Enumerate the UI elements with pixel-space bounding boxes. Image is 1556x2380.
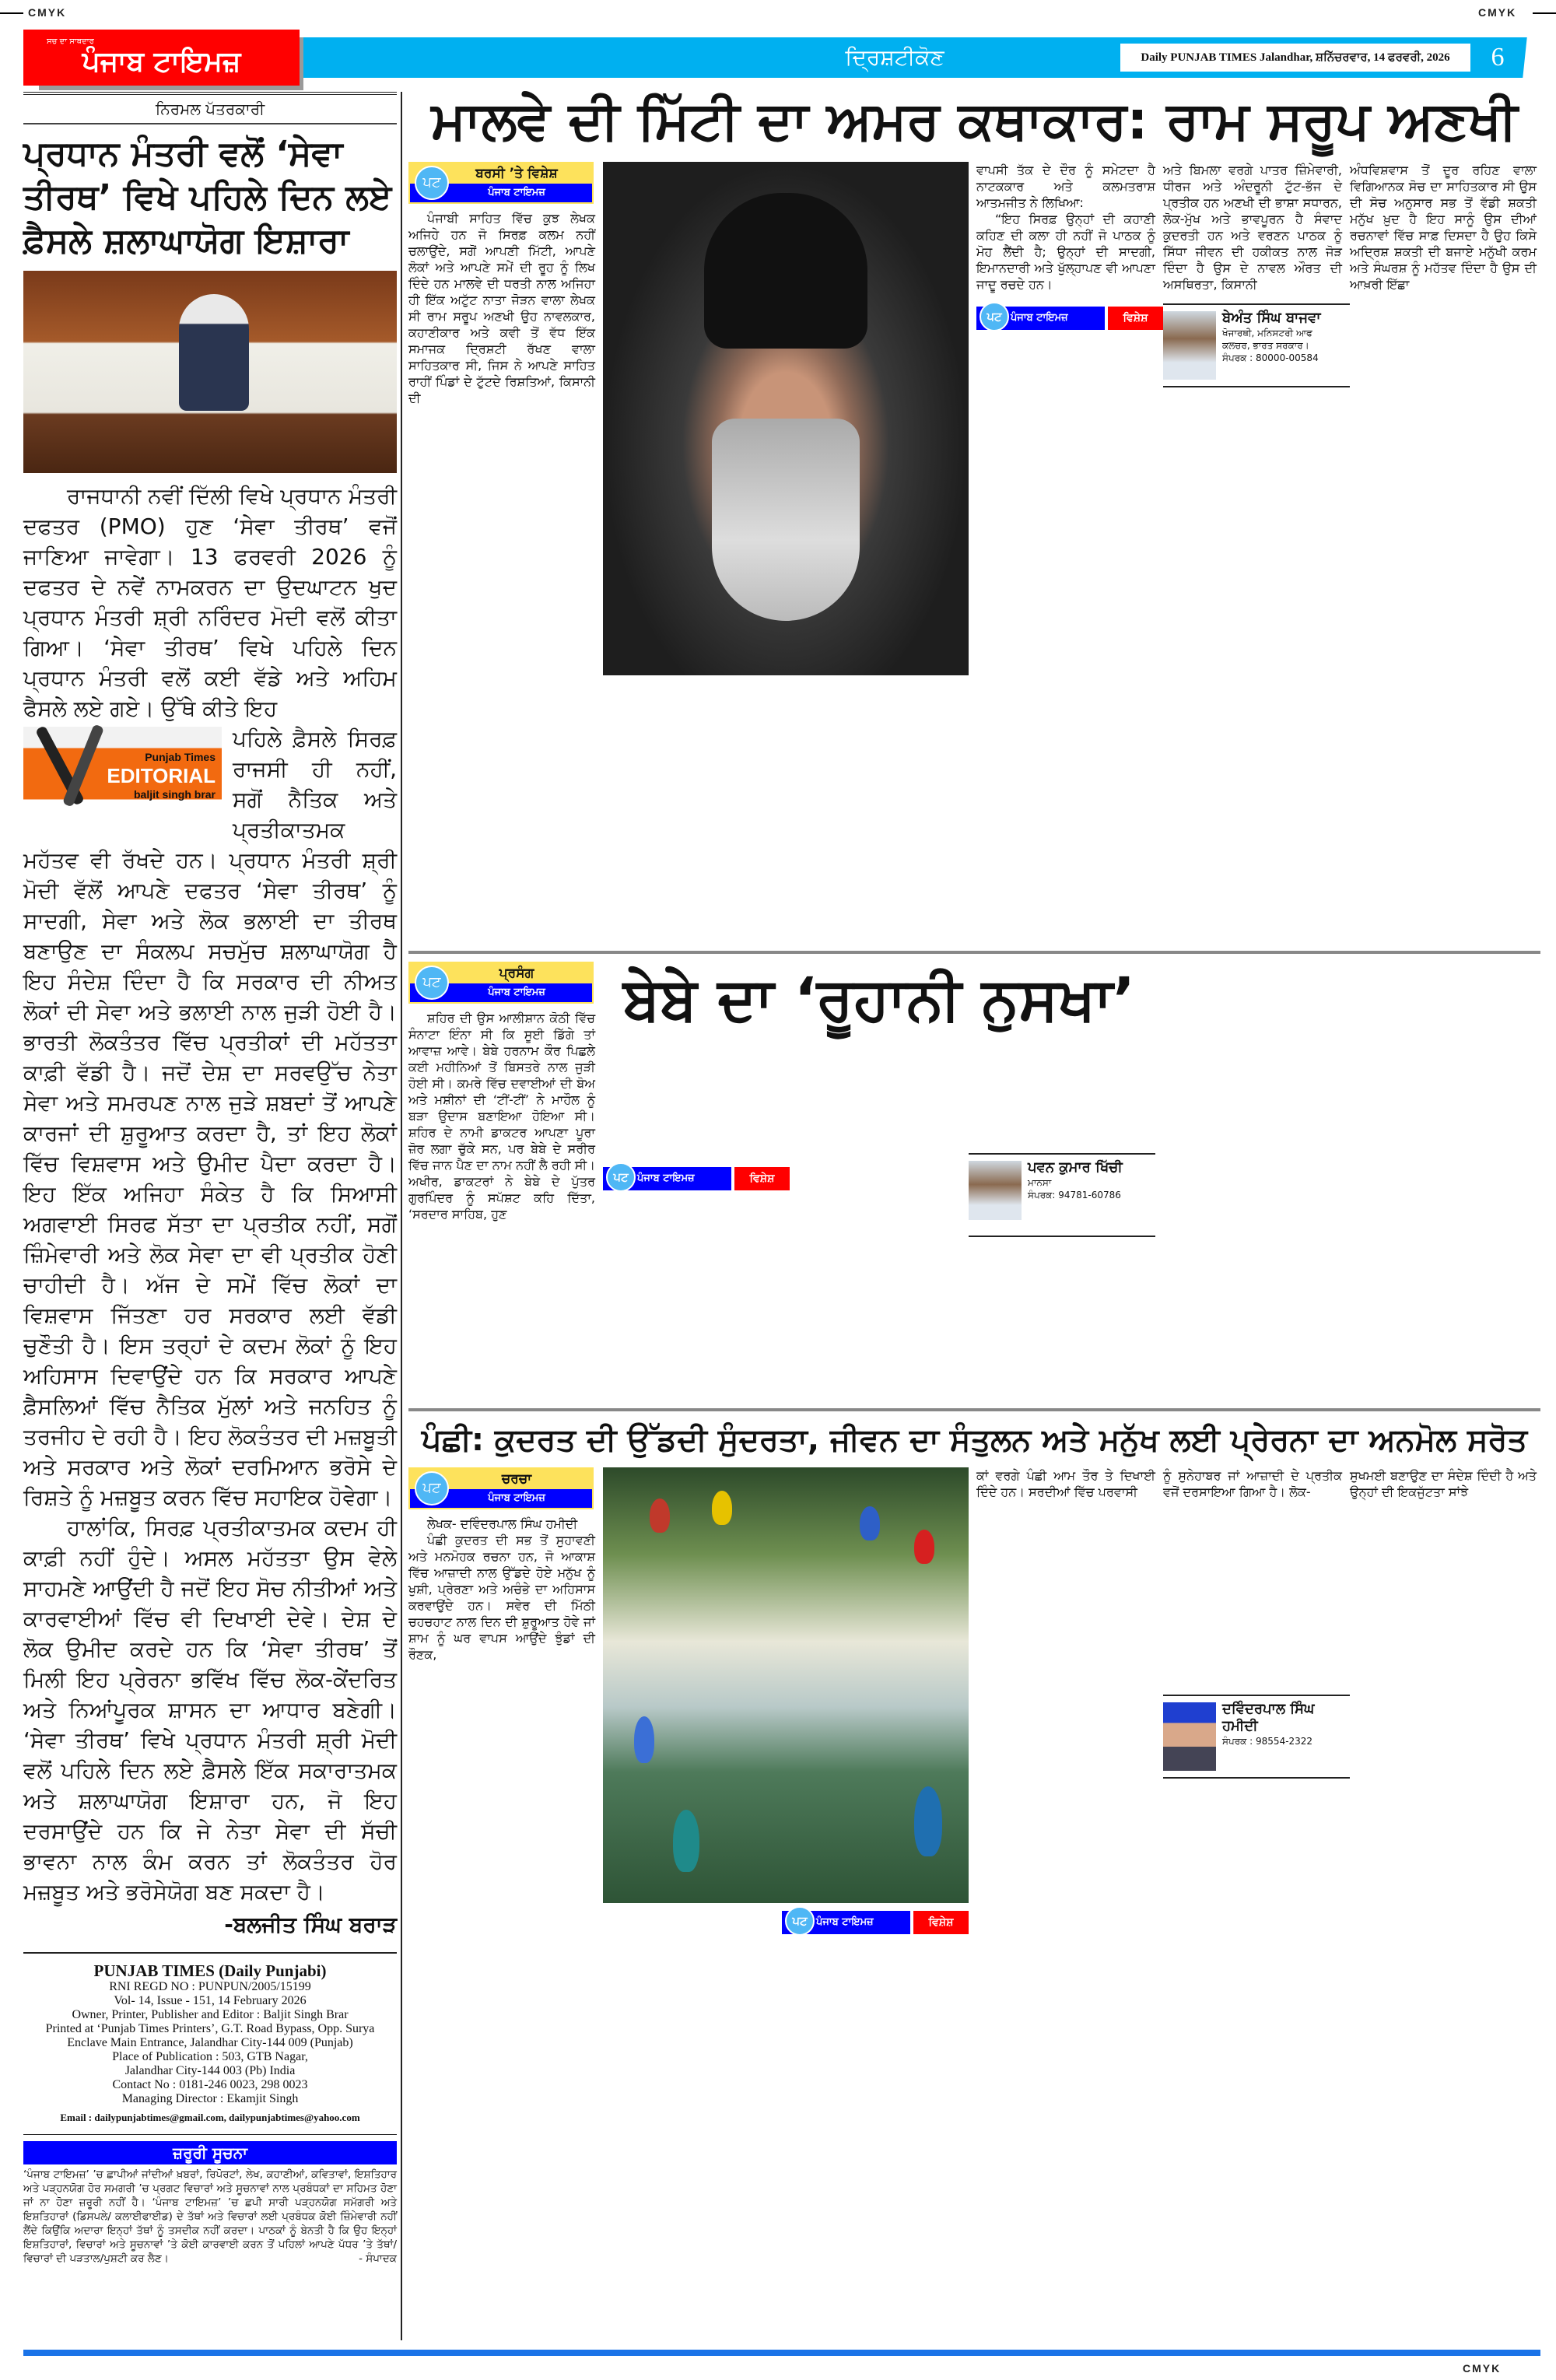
story3-byline: ਲੇਖਕ- ਦਵਿੰਦਰਪਾਲ ਸਿੰਘ ਹਮੀਦੀ xyxy=(427,1516,578,1531)
punjab-times-logo-icon: ਪਟ xyxy=(980,302,1009,331)
dateline: Daily PUNJAB TIMES Jalandhar, ਸ਼ਨਿੱਚਰਵਾਰ, 14 ਫਰਵਰੀ, 2026 xyxy=(1120,44,1470,72)
author-contact: ਸੰਪਰਕ : 80000-00584 xyxy=(1222,352,1319,363)
section-title: ਦ੍ਰਿਸ਼ਟੀਕੋਣ xyxy=(845,44,944,70)
editorial-signature: -ਬਲਜੀਤ ਸਿੰਘ ਬਰਾੜ xyxy=(224,1912,397,1937)
column-divider xyxy=(401,92,402,2340)
story2-label: ਪਟ ਪ੍ਰਸੰਗ ਪੰਜਾਬ ਟਾਇਮਜ਼ xyxy=(408,962,594,1004)
cmyk-mark-bottom: CMYK xyxy=(1463,2362,1502,2375)
crop-mark xyxy=(1533,12,1556,14)
cmyk-mark-left: CMYK xyxy=(28,6,67,19)
notice-title: ਜ਼ਰੂਰੀ ਸੂਚਨਾ xyxy=(23,2141,397,2164)
features-area xyxy=(408,87,1540,1948)
ram-saroop-anakhi-portrait xyxy=(603,162,969,675)
imprint: PUNJAB TIMES (Daily Punjabi) RNI REGD NO : PUNPUN/2005/15199 Vol- 14, Issue - 151, 14 February 2026 Owner, Printer, Publisher and Editor : Baljit Singh Brar Printed at ‘Punjab Times Printers’, G.T. Road Bypass, Opp. Surya Enclave Main Entrance, Jalandhar City-144 009 (Punjab) Place of Publication : 503, GTB Nagar, Jalandhar City-144 003 (Pb) India Contact No : 0181-246 0023, 298 0023 Managing Director : Ekamjit Singh Email : dailypunjabtimes@gmail.com, dailypunjabtimes@yahoo.com xyxy=(23,1952,397,2125)
notice-header xyxy=(23,2134,397,2164)
story1-col5: ਅਤੇ ਬਿਮਲਾ ਵਰਗੇ ਪਾਤਰ ਜ਼ਿੰਮੇਵਾਰੀ, ਧੀਰਜ ਅਤੇ ਅੰਦਰੂਨੀ ਟੁੱਟ-ਭੱਜ ਦੇ ਪ੍ਰਤੀਕ ਹਨ ਅਣਖੀ ਦੀ ਭਾਸ਼ਾ ਸਧਾਰਨ, ਲੋਕ-ਮੁੱਖ ਅਤੇ ਭਾਵਪੂਰਨ ਹੈ ਸੰਵਾਦ ਕੁਦਰਤੀ ਹਨ ਅਤੇ ਵਰਣਨ ਪਾਠਕ ਨੂੰ ਸਿੱਧਾ ਜੀਵਨ ਦੀ ਹਕੀਕਤ ਨਾਲ ਜੋੜ ਦਿੰਦਾ ਹੈ ਉਸ ਦੇ ਨਾਵਲ ਔਰਤ ਦੀ ਅਸਥਿਰਤਾ, ਕਿਸਾਨੀ xyxy=(1163,163,1342,292)
story3-headline: ਪੰਛੀ: ਕੁਦਰਤ ਦੀ ਉੱਡਦੀ ਸੁੰਦਰਤਾ, ਜੀਵਨ ਦਾ ਸੰਤੁਲਨ ਅਤੇ ਮਨੁੱਖ ਲਈ ਪ੍ਰੇਰਨਾ ਦਾ ਅਨਮੋਲ ਸਰੋਤ xyxy=(421,1422,1528,1458)
punjab-times-logo-icon: ਪਟ xyxy=(606,1162,636,1192)
punjab-times-logo-icon: ਪਟ xyxy=(415,966,449,1000)
author-contact: ਸੰਪਰਕ: 94781-60786 xyxy=(1028,1190,1121,1201)
story1-body xyxy=(408,162,1540,940)
imprint-email: Email : dailypunjabtimes@gmail.com, dailypunjabtimes@yahoo.com xyxy=(60,2112,360,2123)
punjab-times-logo-icon: ਪਟ xyxy=(415,1471,449,1505)
divider xyxy=(408,951,1540,954)
story2-headline: ਬੇਬੇ ਦਾ ‘ਰੂਹਾਨੀ ਨੁਸਖਾ’ xyxy=(623,964,1135,1033)
story3-body xyxy=(408,1467,1540,1948)
story1-col4: ਵਾਪਸੀ ਤੱਕ ਦੇ ਦੌਰ ਨੂੰ ਸਮੇਟਦਾ ਹੈ ਨਾਟਕਕਾਰ ਅਤੇ ਕਲਮਤਰਾਸ਼ ਆਤਮਜੀਤ ਨੇ ਲਿਖਿਆ: “ਇਹ ਸਿਰਫ਼ ਉਨ੍ਹਾਂ ਦੀ ਕਹਾਣੀ ਕਹਿਣ ਦੀ ਕਲਾ ਹੀ ਨਹੀਂ ਜੋ ਪਾਠਕ ਨੂੰ ਮੋਹ ਲੈਂਦੀ ਹੈ; ਉਨ੍ਹਾਂ ਦੀ ਸਾਦਗੀ, ਇਮਾਨਦਾਰੀ ਅਤੇ ਖੁੱਲ੍ਹਾਪਣ ਵੀ ਆਪਣਾ ਜਾਦੂ ਰਚਦੇ ਹਨ। xyxy=(976,163,1155,292)
story1-label: ਪਟ ਬਰਸੀ ’ਤੇ ਵਿਸ਼ੇਸ਼ ਪੰਜਾਬ ਟਾਇਮਜ਼ xyxy=(408,162,594,204)
crop-mark xyxy=(0,12,23,14)
editorial-column xyxy=(23,92,397,2266)
story3-label: ਪਟ ਚਰਚਾ ਪੰਜਾਬ ਟਾਇਮਜ਼ xyxy=(408,1467,594,1509)
story1-headline: ਮਾਲਵੇ ਦੀ ਮਿੱਟੀ ਦਾ ਅਮਰ ਕਥਾਕਾਰ: ਰਾਮ ਸਰੂਪ ਅਣਖੀ xyxy=(431,90,1518,152)
story3-col6: ਸੁਖਮਈ ਬਣਾਉਣ ਦਾ ਸੰਦੇਸ਼ ਦਿੰਦੀ ਹੈ ਅਤੇ ਉਨ੍ਹਾਂ ਦੀ ਇਕਜੁੱਟਤਾ ਸਾਂਝੇ xyxy=(1350,1468,1537,1499)
story3-col4: ਕਾਂ ਵਰਗੇ ਪੰਛੀ ਆਮ ਤੌਰ ਤੇ ਦਿਖਾਈ ਦਿੰਦੇ ਹਨ। ਸਰਦੀਆਂ ਵਿੱਚ ਪਰਵਾਸੀ xyxy=(976,1468,1155,1499)
story1-col1: ਪੰਜਾਬੀ ਸਾਹਿਤ ਵਿੱਚ ਕੁਝ ਲੇਖਕ ਅਜਿਹੇ ਹਨ ਜੋ ਸਿਰਫ਼ ਕਲਮ ਨਹੀਂ ਚਲਾਉਂਦੇ, ਸਗੋਂ ਆਪਣੀ ਮਿੱਟੀ, ਆਪਣੇ ਲੋਕਾਂ ਅਤੇ ਆਪਣੇ ਸਮੇਂ ਦੀ ਰੂਹ ਨੂੰ ਲਿਖ ਦਿੰਦੇ ਹਨ ਮਾਲਵੇ ਦੀ ਧਰਤੀ ਨਾਲ ਅਜਿਹਾ ਹੀ ਇੱਕ ਅਟੁੱਟ ਨਾਤਾ ਜੋੜਨ ਵਾਲਾ ਲੇਖਕ ਸੀ ਰਾਮ ਸਰੂਪ ਅਣਖੀ ਉਹ ਨਾਵਲਕਾਰ, ਕਹਾਣੀਕਾਰ ਅਤੇ ਕਵੀ ਤੋਂ ਵੱਧ ਇੱਕ ਸਮਾਜਕ ਦ੍ਰਿਸ਼ਟੀ ਰੱਖਣ ਵਾਲਾ ਸਾਹਿਤਕਾਰ ਸੀ, ਜਿਸ ਨੇ ਆਪਣੇ ਸਾਹਿਤ ਰਾਹੀਂ ਪਿੰਡਾਂ ਦੇ ਟੁੱਟਦੇ ਰਿਸ਼ਤਿਆਂ, ਕਿਸਾਨੀ ਦੀ xyxy=(408,211,595,405)
story2-body xyxy=(408,962,1540,1397)
logo-text: ਪੰਜਾਬ ਟਾਇਮਜ਼ xyxy=(82,45,241,78)
story3-col1: ਲੇਖਕ- ਦਵਿੰਦਰਪਾਲ ਸਿੰਘ ਹਮੀਦੀ ਪੰਛੀ ਕੁਦਰਤ ਦੀ ਸਭ ਤੋਂ ਸੁਹਾਵਣੀ ਅਤੇ ਮਨਮੋਹਕ ਰਚਨਾ ਹਨ, ਜੋ ਆਕਾਸ਼ ਵਿੱਚ ਆਜ਼ਾਦੀ ਨਾਲ ਉੱਡਦੇ ਹੋਏ ਮਨੁੱਖ ਨੂੰ ਖੁਸ਼ੀ, ਪ੍ਰੇਰਣਾ ਅਤੇ ਅਚੰਭੇ ਦਾ ਅਹਿਸਾਸ ਕਰਵਾਉਂਦੇ ਹਨ। ਸਵੇਰ ਦੀ ਮਿੱਠੀ ਚਹਚਹਾਟ ਨਾਲ ਦਿਨ ਦੀ ਸ਼ੁਰੂਆਤ ਹੋਵੇ ਜਾਂ ਸ਼ਾਮ ਨੂੰ ਘਰ ਵਾਪਸ ਆਉਂਦੇ ਝੁੰਡਾਂ ਦੀ ਰੌਣਕ, xyxy=(408,1516,595,1662)
author-photo xyxy=(969,1161,1022,1220)
editorial-body: ਰਾਜਧਾਨੀ ਨਵੀਂ ਦਿੱਲੀ ਵਿਖੇ ਪ੍ਰਧਾਨ ਮੰਤਰੀ ਦਫਤਰ (PMO) ਹੁਣ ‘ਸੇਵਾ ਤੀਰਥ’ ਵਜੋਂ ਜਾਣਿਆ ਜਾਵੇਗਾ। 13 ਫਰਵਰੀ 2026 ਨੂੰ ਦਫਤਰ ਦੇ ਨਵੇਂ ਨਾਮਕਰਨ ਦਾ ਉਦਘਾਟਨ ਖੁਦ ਪ੍ਰਧਾਨ ਮੰਤਰੀ ਸ਼੍ਰੀ ਨਰਿੰਦਰ ਮੋਦੀ ਵਲੋਂ ਕੀਤਾ ਗਿਆ। ‘ਸੇਵਾ ਤੀਰਥ’ ਵਿਖੇ ਪਹਿਲੇ ਦਿਨ ਪ੍ਰਧਾਨ ਮੰਤਰੀ ਵਲੋਂ ਕਈ ਵੱਡੇ ਅਤੇ ਅਹਿਮ ਫੈਸਲੇ ਲਏ ਗਏ। ਉੱਥੇ ਕੀਤੇ ਇਹ Punjab Times EDITORIAL baljit singh brar ਪਹਿਲੇ ਫ਼ੈਸਲੇ ਸਿਰਫ਼ ਰਾਜਸੀ ਹੀ ਨਹੀਂ, ਸਗੋਂ ਨੈਤਿਕ ਅਤੇ ਪ੍ਰਤੀਕਾਤਮਕ ਮਹੱਤਵ ਵੀ ਰੱਖਦੇ ਹਨ। ਪ੍ਰਧਾਨ ਮੰਤਰੀ ਸ਼੍ਰੀ ਮੋਦੀ ਵੱਲੋਂ ਆਪਣੇ ਦਫਤਰ ‘ਸੇਵਾ ਤੀਰਥ’ ਨੂੰ ਸਾਦਗੀ, ਸੇਵਾ ਅਤੇ ਲੋਕ ਭਲਾਈ ਦਾ ਤੀਰਥ ਬਣਾਉਣ ਦਾ ਸੰਕਲਪ ਸਚਮੁੱਚ ਸ਼ਲਾਘਾਯੋਗ ਹੈ ਇਹ ਸੰਦੇਸ਼ ਦਿੰਦਾ ਹੈ ਕਿ ਸਰਕਾਰ ਦੀ ਨੀਅਤ ਲੋਕਾਂ ਦੀ ਸੇਵਾ ਅਤੇ ਭਲਾਈ ਨਾਲ ਜੁੜੀ ਹੋਈ ਹੈ। ਭਾਰਤੀ ਲੋਕਤੰਤਰ ਵਿੱਚ ਪ੍ਰਤੀਕਾਂ ਦੀ ਮਹੱਤਤਾ ਕਾਫ਼ੀ ਵੱਡੀ ਹੈ। ਜਦੋਂ ਦੇਸ਼ ਦਾ ਸਰਵਉੱਚ ਨੇਤਾ ਸੇਵਾ ਅਤੇ ਸਮਰਪਣ ਨਾਲ ਜੁੜੇ ਸ਼ਬਦਾਂ ਤੋਂ ਆਪਣੇ ਕਾਰਜਾਂ ਦੀ ਸ਼ੁਰੂਆਤ ਕਰਦਾ ਹੈ, ਤਾਂ ਇਹ ਲੋਕਾਂ ਵਿੱਚ ਵਿਸ਼ਵਾਸ ਅਤੇ ਉਮੀਦ ਪੈਦਾ ਕਰਦਾ ਹੈ। ਇਹ ਇੱਕ ਅਜਿਹਾ ਸੰਕੇਤ ਹੈ ਕਿ ਸਿਆਸੀ ਅਗਵਾਈ ਸਿਰਫ ਸੱਤਾ ਦਾ ਪ੍ਰਤੀਕ ਨਹੀਂ, ਸਗੋਂ ਜ਼ਿੰਮੇਵਾਰੀ ਅਤੇ ਲੋਕ ਸੇਵਾ ਦਾ ਵੀ ਪ੍ਰਤੀਕ ਹੋਣੀ ਚਾਹੀਦੀ ਹੈ। ਅੱਜ ਦੇ ਸਮੇਂ ਵਿੱਚ ਲੋਕਾਂ ਦਾ ਵਿਸ਼ਵਾਸ ਜਿੱਤਣਾ ਹਰ ਸਰਕਾਰ ਲਈ ਵੱਡੀ ਚੁਣੌਤੀ ਹੈ। ਇਸ ਤਰ੍ਹਾਂ ਦੇ ਕਦਮ ਲੋਕਾਂ ਨੂੰ ਇਹ ਅਹਿਸਾਸ ਦਿਵਾਉਂਦੇ ਹਨ ਕਿ ਸਰਕਾਰ ਆਪਣੇ ਫ਼ੈਸਲਿਆਂ ਵਿੱਚ ਨੈਤਿਕ ਮੁੱਲਾਂ ਅਤੇ ਜਨਹਿਤ ਨੂੰ ਤਰਜੀਹ ਦੇ ਰਹੀ ਹੈ। ਇਹ ਲੋਕਤੰਤਰ ਦੀ ਮਜ਼ਬੂਤੀ ਅਤੇ ਸਰਕਾਰ ਅਤੇ ਲੋਕਾਂ ਦਰਮਿਆਨ ਭਰੋਸੇ ਦੇ ਰਿਸ਼ਤੇ ਨੂੰ ਮਜ਼ਬੂਤ ਕਰਨ ਵਿੱਚ ਸਹਾਇਕ ਹੋਵੇਗਾ। ਹਾਲਾਂਕਿ, ਸਿਰਫ਼ ਪ੍ਰਤੀਕਾਤਮਕ ਕਦਮ ਹੀ ਕਾਫ਼ੀ ਨਹੀਂ ਹੁੰਦੇ। ਅਸਲ ਮਹੱਤਤਾ ਉਸ ਵੇਲੇ ਸਾਹਮਣੇ ਆਉਂਦੀ ਹੈ ਜਦੋਂ ਇਹ ਸੋਚ ਨੀਤੀਆਂ ਅਤੇ ਕਾਰਵਾਈਆਂ ਵਿੱਚ ਵੀ ਦਿਖਾਈ ਦੇਵੇ। ਦੇਸ਼ ਦੇ ਲੋਕ ਉਮੀਦ ਕਰਦੇ ਹਨ ਕਿ ‘ਸੇਵਾ ਤੀਰਥ’ ਤੋਂ ਮਿਲੀ ਇਹ ਪ੍ਰੇਰਨਾ ਭਵਿੱਖ ਵਿੱਚ ਲੋਕ-ਕੇਂਦਰਿਤ ਅਤੇ ਨਿਆਂਪੂਰਕ ਸ਼ਾਸਨ ਦਾ ਆਧਾਰ ਬਣੇਗੀ। ‘ਸੇਵਾ ਤੀਰਥ’ ਵਿਖੇ ਪ੍ਰਧਾਨ ਮੰਤਰੀ ਸ਼੍ਰੀ ਮੋਦੀ ਵਲੋਂ ਪਹਿਲੇ ਦਿਨ ਲਏ ਫ਼ੈਸਲੇ ਇੱਕ ਸਕਾਰਾਤਮਕ ਅਤੇ ਸ਼ਲਾਘਾਯੋਗ ਇਸ਼ਾਰਾ ਹਨ, ਜੋ ਇਹ ਦਰਸਾਉਂਦੇ ਹਨ ਕਿ ਜੇ ਨੇਤਾ ਸੇਵਾ ਦੀ ਸੱਚੀ ਭਾਵਨਾ ਨਾਲ ਕੰਮ ਕਰਨ ਤਾਂ ਲੋਕਤੰਤਰ ਹੋਰ ਮਜ਼ਬੂਤ ਅਤੇ ਭਰੋਸੇਯੋਗ ਬਣ ਸਕਦਾ ਹੈ। xyxy=(23,483,397,1905)
story2-author-box: ਪਵਨ ਕੁਮਾਰ ਖਿੱਚੀ ਮਾਨਸਾ ਸੰਪਰਕ: 94781-60786 xyxy=(969,1153,1155,1237)
page-number: 6 xyxy=(1491,43,1505,72)
notice-body: ‘ਪੰਜਾਬ ਟਾਇਮਜ਼’ ’ਚ ਛਾਪੀਆਂ ਜਾਂਦੀਆਂ ਖ਼ਬਰਾਂ, ਰਿਪੋਰਟਾਂ, ਲੇਖ, ਕਹਾਣੀਆਂ, ਕਵਿਤਾਵਾਂ, ਇਸ਼ਤਿਹਾਰ ਅਤੇ ਪੜ੍ਹਨਯੋਗ ਹੋਰ ਸਮਗਰੀ ’ਚ ਪ੍ਰਗਟ ਵਿਚਾਰਾਂ ਅਤੇ ਸੂਚਨਾਵਾਂ ਨਾਲ ਪ੍ਰਬੰਧਕਾਂ ਦਾ ਸਹਿਮਤ ਹੋਣਾ ਜਾਂ ਨਾ ਹੋਣਾ ਜ਼ਰੂਰੀ ਨਹੀਂ ਹੈ। ‘ਪੰਜਾਬ ਟਾਇਮਜ਼’ ’ਚ ਛਪੀ ਸਾਰੀ ਪੜ੍ਹਨਯੋਗ ਸਮੱਗਰੀ ਅਤੇ ਇਸ਼ਤਿਹਾਰਾਂ (ਡਿਸਪਲੇ/ ਕਲਾਈਫਾਈਡ) ਦੇ ਤੱਥਾਂ ਅਤੇ ਵਿਚਾਰਾਂ ਲਈ ਪ੍ਰਬੰਧਕ ਕੋਈ ਜ਼ਿੰਮੇਵਾਰੀ ਨਹੀਂ ਲੈਂਦੇ ਕਿਉਂਕਿ ਅਦਾਰਾ ਇਨ੍ਹਾਂ ਤੱਥਾਂ ਨੂੰ ਤਸਦੀਕ ਨਹੀਂ ਕਰਦਾ। ਪਾਠਕਾਂ ਨੂੰ ਬੇਨਤੀ ਹੈ ਕਿ ਉਹ ਇਨ੍ਹਾਂ ਇਸ਼ਤਿਹਾਰਾਂ, ਵਿਚਾਰਾਂ ਅਤੇ ਸੂਚਨਾਵਾਂ ’ਤੇ ਕੋਈ ਕਾਰਵਾਈ ਕਰਨ ਤੋਂ ਪਹਿਲਾਂ ਆਪਣੇ ਪੱਧਰ ’ਤੇ ਤੱਥਾਂ/ਵਿਚਾਰਾਂ ਦੀ ਪੜਤਾਲ/ਪੁਸ਼ਟੀ ਕਰ ਲੈਣ। - ਸੰਪਾਦਕ xyxy=(23,2168,397,2265)
pm-desk-photo xyxy=(23,271,397,473)
story1-author-box: ਬੇਅੰਤ ਸਿੰਘ ਬਾਜਵਾ ਖੋਜਾਰਥੀ, ਮਨਿਸਟਰੀ ਆਫ ਕਲਚਰ, ਭਾਰਤ ਸਰਕਾਰ। ਸੰਪਰਕ : 80000-00584 xyxy=(1163,303,1350,387)
footer-bar xyxy=(23,2350,1540,2356)
author-photo xyxy=(1163,1702,1216,1771)
author-photo xyxy=(1163,311,1216,380)
punjab-times-logo-icon: ਪਟ xyxy=(785,1906,815,1936)
punjab-times-special-badge: ਪਟ ਪੰਜਾਬ ਟਾਇਮਜ਼ ਵਿਸ਼ੇਸ਼ xyxy=(782,1911,969,1934)
editorial-kicker: ਨਿਰਮਲ ਪੱਤਰਕਾਰੀ xyxy=(23,92,397,124)
editorial-badge: Punjab Times EDITORIAL baljit singh brar xyxy=(23,727,222,812)
cmyk-mark-right: CMYK xyxy=(1478,6,1517,19)
punjab-times-logo-icon: ਪਟ xyxy=(415,166,449,200)
punjab-times-special-badge: ਪਟ ਪੰਜਾਬ ਟਾਇਮਜ਼ ਵਿਸ਼ੇਸ਼ xyxy=(603,1167,790,1190)
editorial-headline: ਪ੍ਰਧਾਨ ਮੰਤਰੀ ਵਲੋਂ ‘ਸੇਵਾ ਤੀਰਥ’ ਵਿਖੇ ਪਹਿਲੇ ਦਿਨ ਲਏ ਫ਼ੈਸਲੇ ਸ਼ਲਾਘਾਯੋਗ ਇਸ਼ਾਰਾ xyxy=(23,134,392,261)
story1-col6: ਅੰਧਵਿਸ਼ਵਾਸ ਤੋਂ ਦੂਰ ਰਹਿਣ ਵਾਲਾ ਵਿਗਿਆਨਕ ਸੋਚ ਦਾ ਸਾਹਿਤਕਾਰ ਸੀ ਉਸ ਦੀ ਸੋਚ ਅਨੁਸਾਰ ਸਭ ਤੋਂ ਵੱਡੀ ਸ਼ਕਤੀ ਮਨੁੱਖ ਖ਼ੁਦ ਹੈ ਇਹ ਸਾਨੂੰ ਉਸ ਦੀਆਂ ਰਚਨਾਵਾਂ ਵਿੱਚ ਸਾਫ਼ ਦਿਸਦਾ ਹੈ ਉਹ ਕਿਸੇ ਅਦ੍ਰਿਸ਼ ਸ਼ਕਤੀ ਦੀ ਬਜਾਏ ਮਨੁੱਖੀ ਕਰਮ ਅਤੇ ਸੰਘਰਸ਼ ਨੂੰ ਮਹੱਤਵ ਦਿੰਦਾ ਹੈ ਉਸ ਦੀ ਆਖ਼ਰੀ ਇੱਛਾ xyxy=(1350,163,1537,292)
divider xyxy=(408,1408,1540,1411)
masthead-logo: ਸਚ ਦਾ ਸਾਥਦਾਰ ਪੰਜਾਬ ਟਾਇਮਜ਼ xyxy=(23,30,303,92)
story3-author-box: ਦਵਿੰਦਰਪਾਲ ਸਿੰਘ ਹਮੀਦੀ ਸੰਪਰਕ : 98554-2322 xyxy=(1163,1695,1350,1779)
birds-illustration xyxy=(603,1467,969,1903)
story3-col5: ਨੂੰ ਸੁਨੇਹਾਬਰ ਜਾਂ ਆਜ਼ਾਦੀ ਦੇ ਪ੍ਰਤੀਕ ਵਜੋਂ ਦਰਸਾਇਆ ਗਿਆ ਹੈ। ਲੋਕ- xyxy=(1163,1468,1342,1499)
author-contact: ਸੰਪਰਕ : 98554-2322 xyxy=(1222,1736,1313,1747)
story2-col1: ਸ਼ਹਿਰ ਦੀ ਉਸ ਆਲੀਸ਼ਾਨ ਕੋਠੀ ਵਿੱਚ ਸੰਨਾਟਾ ਇੰਨਾ ਸੀ ਕਿ ਸੂਈ ਡਿੱਗੇ ਤਾਂ ਆਵਾਜ਼ ਆਵੇ। ਬੇਬੇ ਹਰਨਾਮ ਕੌਰ ਪਿਛਲੇ ਕਈ ਮਹੀਨਿਆਂ ਤੋਂ ਬਿਸਤਰੇ ਨਾਲ ਜੁੜੀ ਹੋਈ ਸੀ। ਕਮਰੇ ਵਿੱਚ ਦਵਾਈਆਂ ਦੀ ਬੋਅ ਅਤੇ ਮਸ਼ੀਨਾਂ ਦੀ ‘ਟੀਂ-ਟੀਂ’ ਨੇ ਮਾਹੌਲ ਨੂੰ ਬੜਾ ਉਦਾਸ ਬਣਾਇਆ ਹੋਇਆ ਸੀ। ਸ਼ਹਿਰ ਦੇ ਨਾਮੀ ਡਾਕਟਰ ਆਪਣਾ ਪੂਰਾ ਜ਼ੋਰ ਲਗਾ ਚੁੱਕੇ ਸਨ, ਪਰ ਬੇਬੇ ਦੇ ਸਰੀਰ ਵਿੱਚ ਜਾਨ ਪੈਣ ਦਾ ਨਾਮ ਨਹੀਂ ਲੈ ਰਹੀ ਸੀ। ਅਖੀਰ, ਡਾਕਟਰਾਂ ਨੇ ਬੇਬੇ ਦੇ ਪੁੱਤਰ ਗੁਰਪਿੰਦਰ ਨੂੰ ਸਪੱਸ਼ਟ ਕਹਿ ਦਿੱਤਾ, ‘ਸਰਦਾਰ ਸਾਹਿਬ, ਹੁਣ xyxy=(408,1011,595,1222)
punjab-times-special-badge: ਪਟ ਪੰਜਾਬ ਟਾਇਮਜ਼ ਵਿਸ਼ੇਸ਼ xyxy=(976,307,1163,330)
